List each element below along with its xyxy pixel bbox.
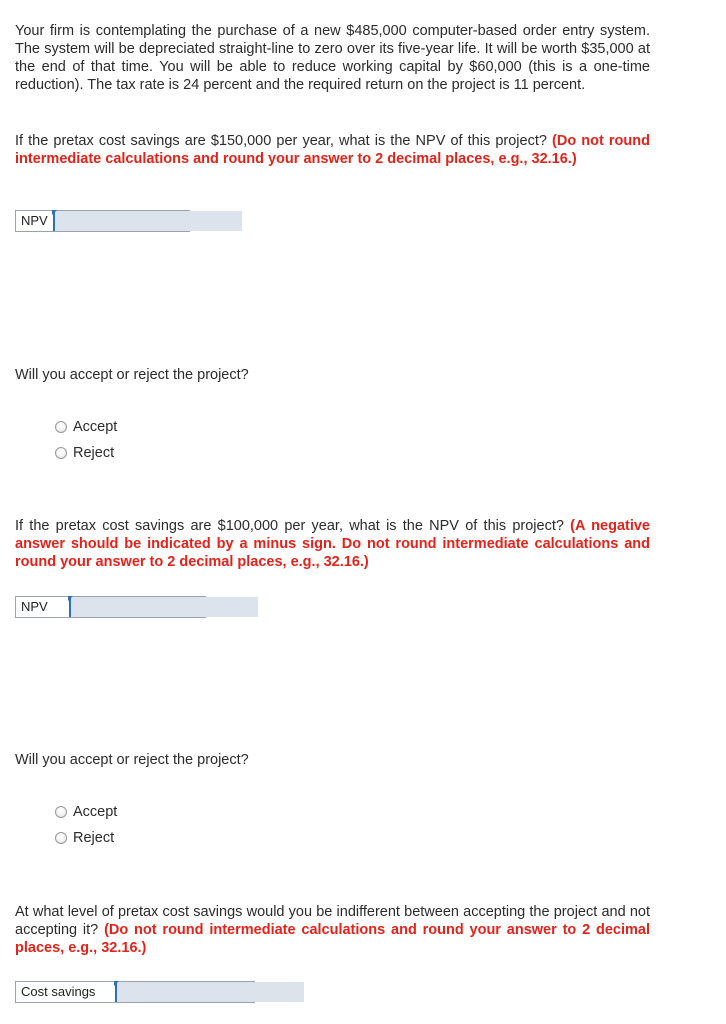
npv-input-wrap — [53, 211, 242, 231]
question-instruction: (Do not round intermediate calculations and round your answer to 2 decimal places, e.g., 32.16.) — [15, 922, 651, 956]
question-accept-reject-2: Will you accept or reject the project? — [15, 752, 249, 768]
cost-savings-input-wrap — [115, 982, 304, 1002]
npv-answer-row-2 — [15, 596, 206, 618]
npv-input-100k[interactable] — [69, 597, 258, 617]
npv-answer-row-1 — [15, 210, 190, 232]
question-text: If the pretax cost savings are $100,000 per year, what is the NPV of this project? — [15, 518, 571, 534]
question-indifference-savings — [15, 903, 650, 957]
radio-button-icon[interactable] — [55, 806, 67, 818]
question-npv-100k — [15, 517, 650, 571]
question-instruction: (Do not round intermediate calculations and round your answer to 2 decimal places, e.g., 32.16.) — [15, 133, 650, 167]
cost-savings-field-label: Cost savings — [21, 984, 96, 999]
radio-option-reject-2[interactable] — [55, 825, 117, 851]
radio-option-accept-1[interactable] — [55, 414, 117, 440]
cost-savings-answer-row — [15, 981, 255, 1003]
question-text: If the pretax cost savings are $150,000 per year, what is the NPV of this project? — [15, 133, 553, 149]
question-text: At what level of pretax cost savings would you be indifferent between accepting the project and not accepting it? — [15, 904, 650, 938]
radio-button-icon[interactable] — [55, 832, 67, 844]
radio-option-reject-1[interactable] — [55, 440, 117, 466]
radio-button-icon[interactable] — [55, 421, 67, 433]
radio-option-accept-2[interactable] — [55, 799, 117, 825]
accept-reject-group-2 — [55, 799, 117, 851]
cost-savings-input[interactable] — [115, 982, 304, 1002]
radio-label-reject: Reject — [73, 445, 115, 461]
radio-label-accept: Accept — [73, 419, 118, 435]
npv-field-label: NPV — [21, 599, 48, 614]
problem-statement: Your firm is contemplating the purchase of a new $485,000 computer-based order entry system. The system will be depreciated straight-line to zero over its five-year life. It will be worth $35,000 at the end of that time. You will be able to reduce working capital by $60,000 (this is a one-time reduction). The tax rate is 24 percent and the required return on the project is 11 percent. — [15, 23, 650, 93]
npv-input-wrap — [69, 597, 258, 617]
question-instruction: (A negative answer should be indicated by a minus sign. Do not round intermediate calculations and round your answer to 2 decimal places, e.g., 32.16.) — [15, 518, 650, 570]
question-npv-150k — [15, 132, 650, 168]
radio-label-reject: Reject — [73, 830, 115, 846]
radio-label-accept: Accept — [73, 804, 118, 820]
radio-button-icon[interactable] — [55, 447, 67, 459]
question-accept-reject-1: Will you accept or reject the project? — [15, 367, 249, 383]
npv-field-label: NPV — [21, 213, 48, 228]
accept-reject-group-1 — [55, 414, 117, 466]
npv-input-150k[interactable] — [53, 211, 242, 231]
